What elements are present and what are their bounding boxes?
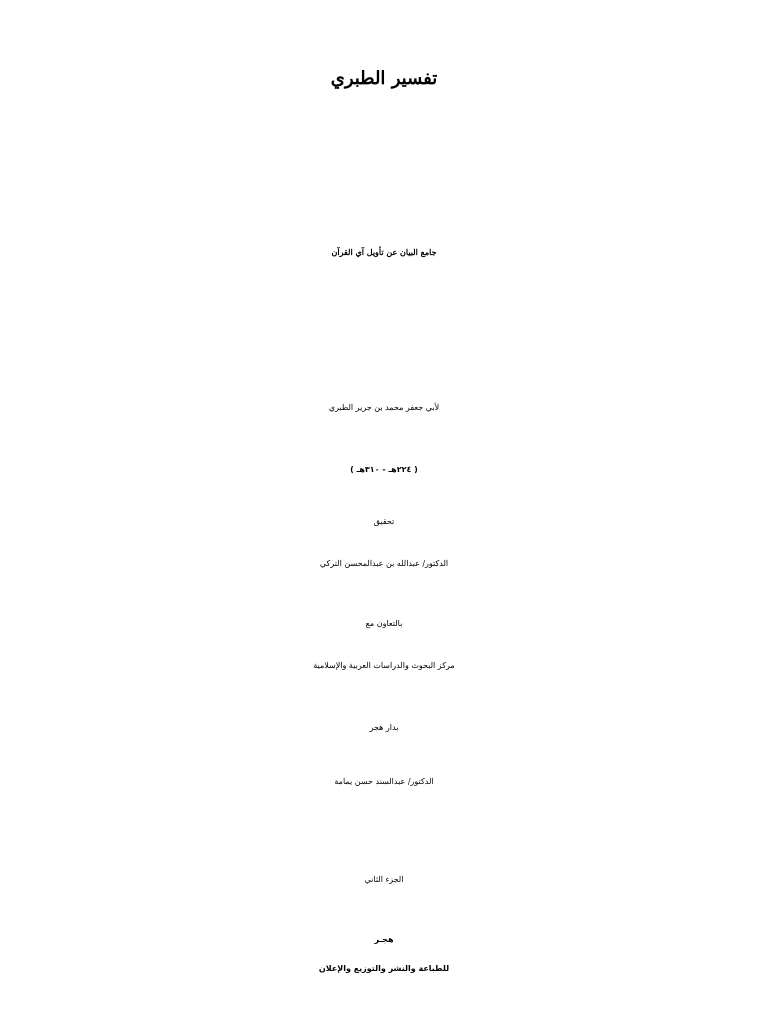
publisher-description: للطباعة والنشر والتوزيع والإعلان <box>318 964 450 973</box>
volume-label: الجزء الثاني <box>364 875 404 884</box>
primary-editor: الدكتور/ عبدالله بن عبدالمحسن التركي <box>319 559 449 568</box>
book-subtitle: جامع البيان عن تأويل آي القرآن <box>331 247 437 257</box>
author-name: لأبي جعفر محمد بن جرير الطبري <box>328 403 440 412</box>
author-dates: ( ٢٢٤هـ - ٣١٠هـ ) <box>350 465 418 474</box>
research-center: مركز البحوث والدراسات العربية والإسلامية <box>313 661 455 670</box>
bi-dar-label: بدار هجر <box>369 723 399 732</box>
secondary-editor: الدكتور/ عبدالسند حسن يمامة <box>334 777 434 786</box>
book-title: تفسير الطبري <box>330 68 438 89</box>
cooperation-label: بالتعاون مع <box>365 619 403 628</box>
publisher-name: هجـر <box>374 935 394 944</box>
tahqiq-label: تحقيق <box>373 517 395 526</box>
